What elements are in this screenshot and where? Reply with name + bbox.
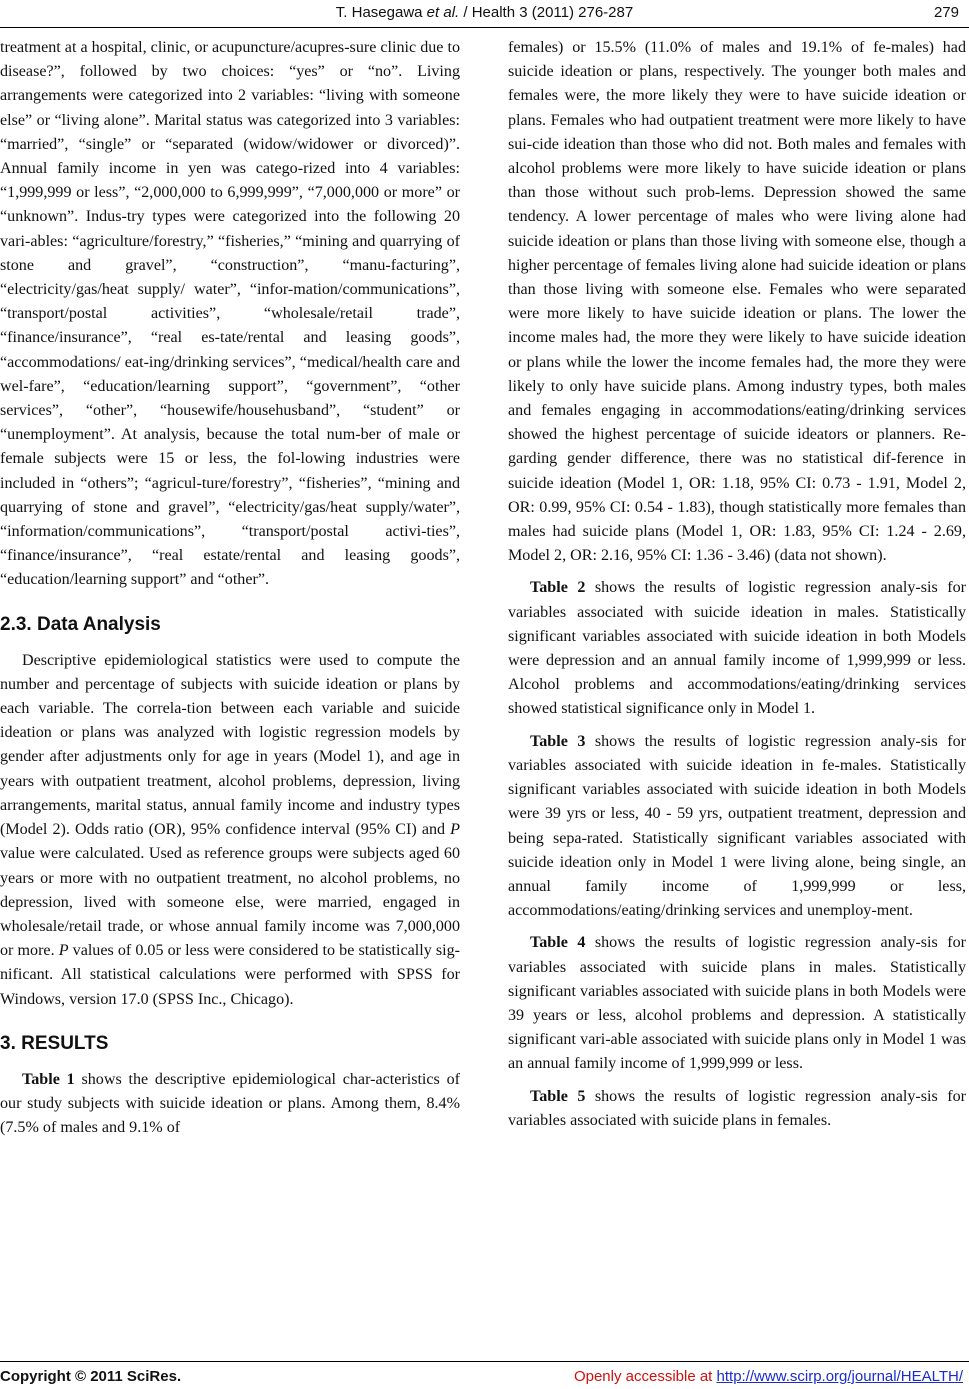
table-1-ref: Table 1 — [22, 1070, 75, 1088]
open-access-notice: Openly accessible at http://www.scirp.org/journal/HEALTH/ — [573, 1368, 963, 1385]
paragraph-data-analysis: Descriptive epidemiological statistics were used to compute the number and percentage of subjects with suicide ideation or plans by each variable. The correla-tion between each variable and suicide ideation or plans was analyzed with logistic regression models by gender after adjustments only for age in years (Model 1), and age in years with outpatient treatment, alcohol problems, depression, living arrangements, marital status, annual family income and industry types (Model 2). Odds ratio (OR), 95% confidence interval (95% CI) and P value were calculated. Used as reference groups were subjects aged 60 years or more with no outpatient treatment, no alcohol problems, no depression, lived with someone else, were married, engaged in wholesale/retail trade, or whose annual family income was 7,000,000 or more. P values of 0.05 or less were considered to be statistically sig-nificant. All statistical calculations were performed with SPSS for Windows, version 17.0 (SPSS Inc., Chicago). — [0, 651, 460, 1008]
copyright-notice: Copyright © 2011 SciRes. — [0, 1368, 182, 1385]
header-rule — [0, 27, 969, 28]
running-title: T. Hasegawa et al. / Health 3 (2011) 276-287 — [335, 4, 634, 21]
paragraph-variables: treatment at a hospital, clinic, or acupuncture/acupres-sure clinic due to disease?”, followed by two choices: “yes” or “no”. Living arrangements were categorized into 2 variables: “living with someone else” or “living alone”. Marital status was categorized into 3 variables: “married”, “single” or “separated (widow/widower or divorced)”. Annual family income in yen was catego-rized into 4 variables: “1,999,999 or less”, “2,000,000 to 6,999,999”, “7,000,000 or more” or “unknown”. Indus-try types were categorized into the following 20 vari-ables: “agriculture/forestry,” “fisheries,” “mining and quarrying of stone and gravel”, “construction”, “manu-facturing”, “electricity/gas/heat supply/ water”, “infor-mation/communications”, “transport/postal activities”, “wholesale/retail trade”, “finance/insurance”, “real es-tate/rental and leasing goods”, “accommodations/ eat-ing/drinking services”, “medical/health care and wel-fare”, “education/learning support”, “government”, “other services”, “other”, “housewife/househusband”, “student” or “unemployment”. At analysis, because the total num-ber of male or female subjects were 15 or less, the fol-lowing industries were included in “others”; “agricul-ture/forestry”, “fisheries”, “mining and quarrying of stone and gravel”, “electricity/gas/heat supply/water”, “information/communications”, “transport/postal activi-ties”, “finance/insurance”, “real estate/rental and leasing goods”, “education/learning support” and “other”. — [0, 39, 460, 589]
paragraph-results-continued: females) or 15.5% (11.0% of males and 19.1% of fe-males) had suicide ideation or plans, respectively. The younger both males and females were, the more likely they were to have suicide ideation or plans. Females who had outpatient treatment were more likely to have sui-cide ideation than those who did not. Both males and females with alcohol problems were more likely to have suicide ideation or plans than those without such prob-lems. Depression showed the same tendency. A lower percentage of males who were living alone had suicide ideation or plans than those living with someone else, though a higher percentage of females living alone had suicide ideation or plans than those living with someone else. Females who were separated were more likely to have suicide ideation or plans. The lower the income males had, the more they were likely to have suicide ideation or plans while the lower the income females had, the more they were likely to only have suicide plans. Among industry types, both males and females engaging in accommodations/eating/drinking services showed the highest percentage of suicide ideators or planners. Re-garding gender difference, there was no statistical dif-ference in suicide ideation (Model 1, OR: 1.18, 95% CI: 0.73 - 1.91, Model 2, OR: 0.99, 95% CI: 0.54 - 1.83), though statistically more females than males had suicide plans (Model 1, OR: 1.83, 95% CI: 1.24 - 2.69, Model 2, OR: 2.16, 95% CI: 1.36 - 3.46) (data not shown). — [508, 39, 966, 565]
table-2-ref: Table 2 — [530, 579, 586, 597]
heading-results: 3. RESULTS — [0, 1032, 109, 1054]
page-number: 279 — [933, 4, 959, 21]
paragraph-table-2: Table 2 shows the results of logistic regression analy-sis for variables associated with suicide ideation in males. Statistically significant variables associated with suicide ideation in both Models were depression and an annual family income of 1,999,999 or less. Alcohol problems and accommodations/eating/drinking services showed statistical significance only in Model 1. — [508, 579, 966, 718]
table-3-ref: Table 3 — [530, 732, 586, 750]
paragraph-table-5: Table 5 shows the results of logistic regression analy-sis for variables associated with suicide plans in females. — [508, 1087, 966, 1129]
page-footer — [0, 1368, 969, 1388]
left-column — [0, 36, 460, 1140]
running-title-etal: et al. — [426, 4, 460, 21]
table-5-ref: Table 5 — [530, 1087, 586, 1105]
heading-data-analysis: 2.3. Data Analysis — [0, 613, 161, 635]
paragraph-table-4: Table 4 shows the results of logistic regression analy-sis for variables associated with suicide plans in males. Statistically significant variables associated with suicide plans in both Models were 39 years or less, alcohol problems and depression. A statistically significant vari-able associated with suicide plans only in Model 1 was an annual family income of 1,999,999 or less. — [508, 934, 966, 1073]
running-header — [0, 4, 969, 26]
paragraph-results-intro: Table 1 shows the descriptive epidemiological char-acteristics of our study subjects with suicide ideation or plans. Among them, 8.4% (7.5% of males and 9.1% of — [0, 1070, 460, 1137]
right-column — [508, 36, 966, 1133]
paragraph-table-3: Table 3 shows the results of logistic regression analy-sis for variables associated with suicide ideation in fe-males. Statistically significant variables associated with suicide ideation in both Models were 39 yrs or less, 40 - 59 yrs, outpatient treatment, depression and being sepa-rated. Statistically significant variables associated with suicide ideation only in Model 1 were living alone, being single, an annual family income of 1,999,999 or less, accommodations/eating/drinking services and unemploy-ment. — [508, 732, 966, 920]
table-4-ref: Table 4 — [530, 934, 586, 952]
footer-rule — [0, 1361, 969, 1362]
journal-url-link[interactable]: http://www.scirp.org/journal/HEALTH/ — [716, 1368, 963, 1385]
